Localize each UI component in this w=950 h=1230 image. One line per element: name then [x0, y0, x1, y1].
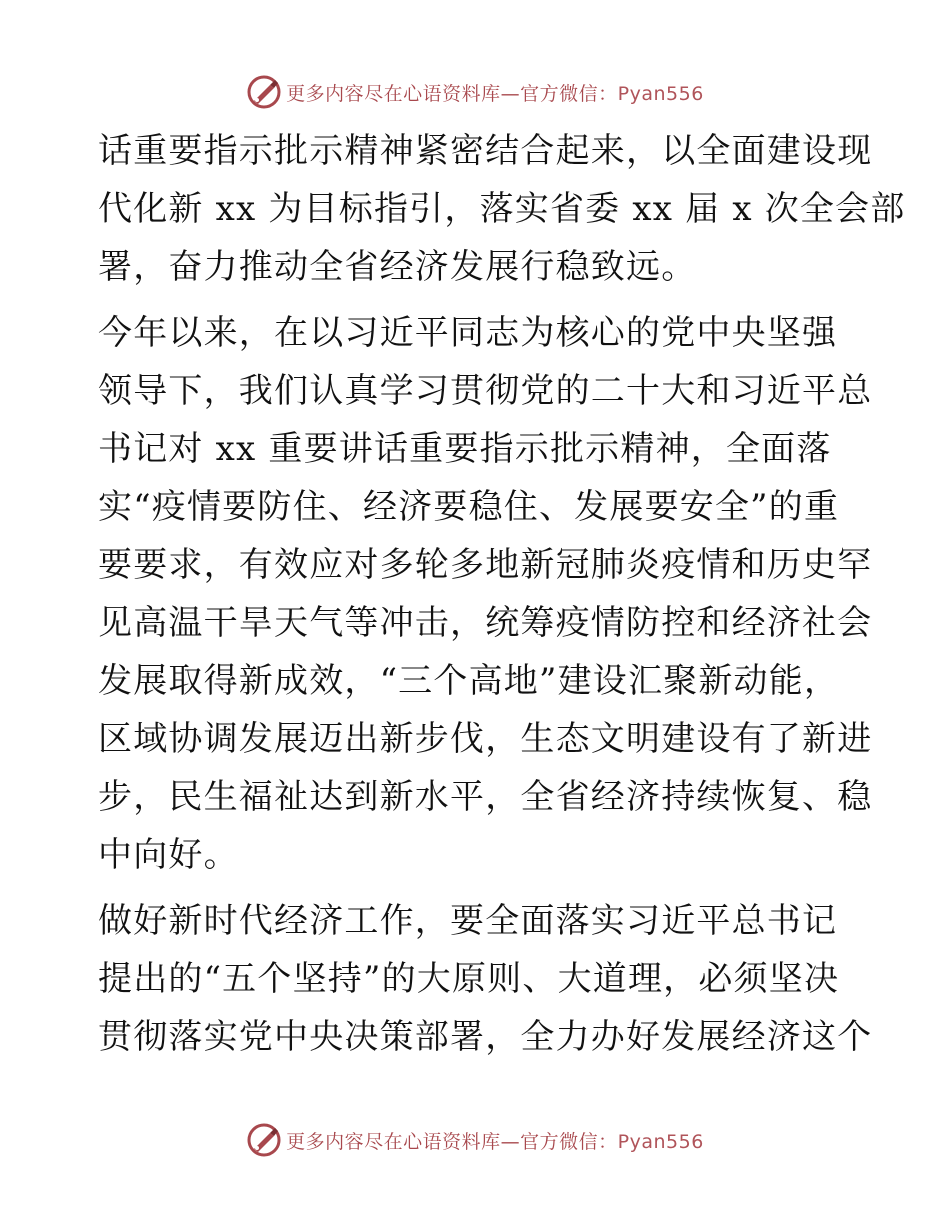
paragraph-1 — [98, 122, 906, 296]
text-line: 实“疫情要防住、经济要稳住、发展要安全”的重 — [98, 487, 840, 527]
text-line: 代化新 xx 为目标指引，落实省委 xx 届 x 次全会部 — [98, 189, 906, 229]
paragraph-3 — [98, 892, 873, 1066]
document-body — [98, 122, 906, 1066]
text-line: 步，民生福祉达到新水平，全省经济持续恢复、稳 — [98, 777, 873, 817]
text-line: 话重要指示批示精神紧密结合起来，以全面建设现 — [98, 131, 873, 171]
text-line: 书记对 xx 重要讲话重要指示批示精神，全面落 — [98, 429, 832, 469]
text-line: 发展取得新成效，“三个高地”建设汇聚新动能， — [98, 661, 840, 701]
text-line: 中向好。 — [98, 835, 239, 875]
footer-watermark — [0, 1118, 950, 1162]
paragraph-gap — [98, 884, 858, 892]
text-line: 提出的“五个坚持”的大原则、大道理，必须坚决 — [98, 959, 840, 999]
watermark-text: 更多内容尽在心语资料库—官方微信：Pyan556 — [286, 82, 704, 105]
text-line: 做好新时代经济工作，要全面落实习近平总书记 — [98, 901, 838, 941]
header-watermark — [0, 70, 950, 114]
text-line: 要要求，有效应对多轮多地新冠肺炎疫情和历史罕 — [98, 545, 873, 585]
pen-logo-icon — [246, 1122, 282, 1158]
text-line: 区域协调发展迈出新步伐，生态文明建设有了新进 — [98, 719, 873, 759]
text-line: 署，奋力推动全省经济发展行稳致远。 — [98, 247, 697, 287]
text-line: 今年以来，在以习近平同志为核心的党中央坚强 — [98, 313, 838, 353]
paragraph-2 — [98, 304, 873, 884]
watermark-text: 更多内容尽在心语资料库—官方微信：Pyan556 — [286, 1130, 704, 1153]
text-line: 领导下，我们认真学习贯彻党的二十大和习近平总 — [98, 371, 873, 411]
paragraph-gap — [98, 296, 858, 304]
text-line: 贯彻落实党中央决策部署，全力办好发展经济这个 — [98, 1017, 873, 1057]
pen-logo-icon — [246, 74, 282, 110]
text-line: 见高温干旱天气等冲击，统筹疫情防控和经济社会 — [98, 603, 873, 643]
